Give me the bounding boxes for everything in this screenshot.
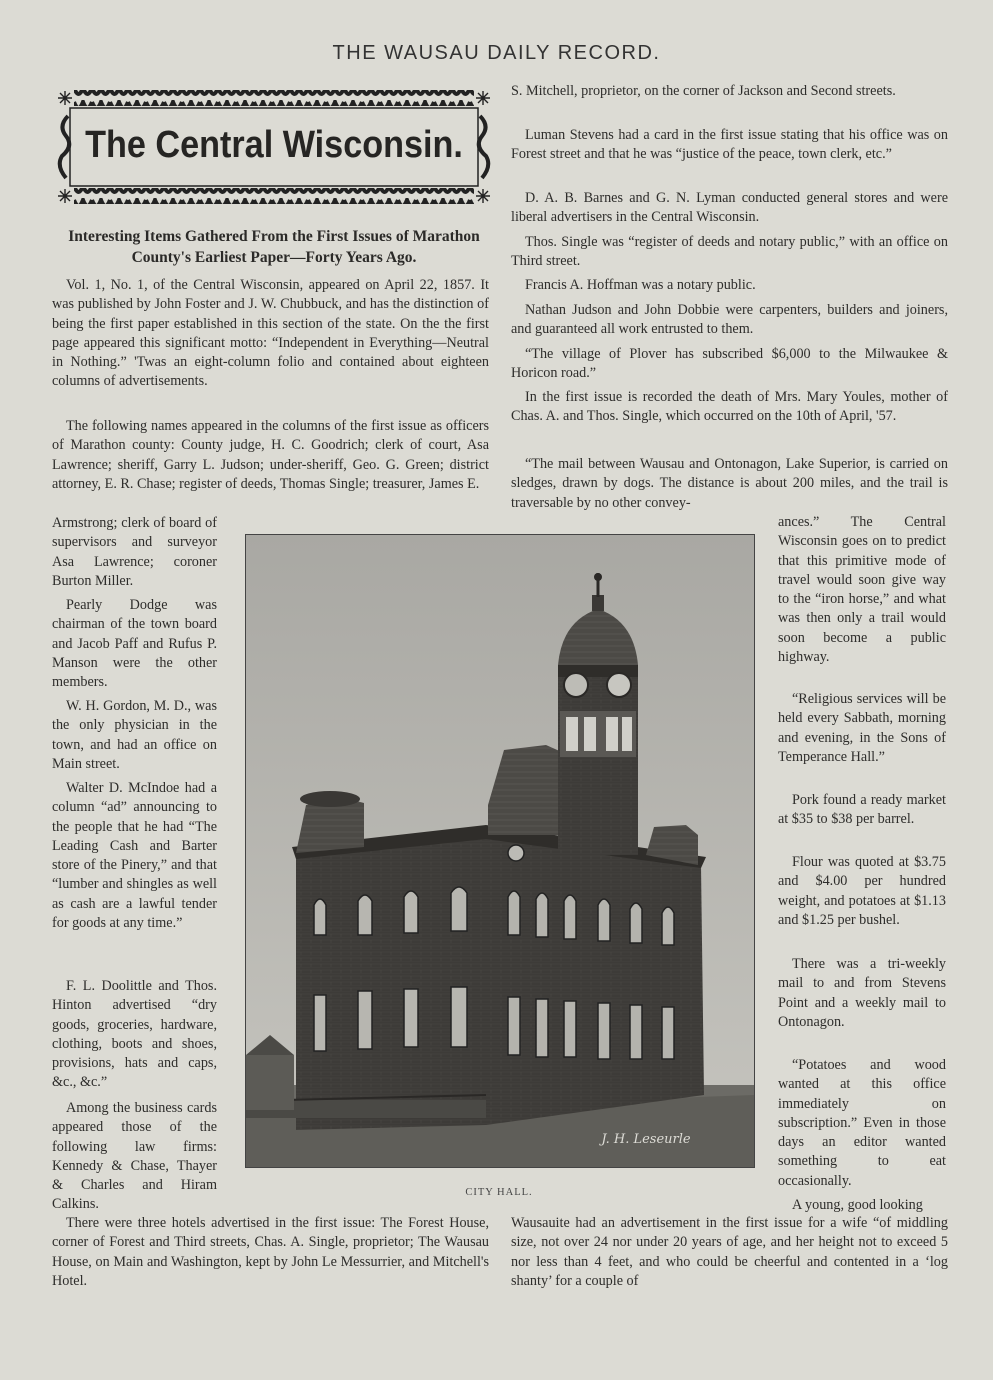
article-title-box — [56, 86, 492, 208]
paragraph-tri-weekly-mail: There was a tri-weekly mail to and from Stevens Point and a weekly mail to Ontonagon. — [778, 956, 946, 1030]
city-hall-illustration — [246, 535, 754, 1167]
paragraph-pork: Pork found a ready market at $35 to $38 per barrel. — [778, 792, 946, 828]
article-title: The Central Wisconsin. — [85, 124, 463, 166]
photographer-signature: J. H. Leseurle — [601, 1132, 691, 1147]
paragraph-town-board: Pearly Dodge was chairman of the town board and Jacob Paff and Rufus P. Manson were the other members. — [52, 597, 217, 691]
paragraph-mail-sledges-cont: ances.” The Central Wisconsin goes on to predict that this primitive mode of travel would soon give way to the “iron horse,” and what was then only a trail would soon become a public highway. — [778, 514, 946, 666]
photo-caption: CITY HALL. — [465, 1187, 533, 1198]
paragraph-youles: In the first issue is recorded the death of Mrs. Mary Youles, mother of Chas. A. and Thos. Single, which occurred on the 10th of April, '57. — [511, 389, 948, 425]
article-subtitle: Interesting Items Gathered From the First Issues of Marathon County's Earliest Paper—Forty Years Ago. — [68, 228, 480, 266]
paragraph-potatoes: “Potatoes and wood wanted at this office immediately on subscription.” Even in those days an editor wanted something to eat occasionally. — [778, 1057, 946, 1189]
paragraph-barnes-lyman: D. A. B. Barnes and G. N. Lyman conducted general stores and were liberal advertisers in the Central Wisconsin. — [511, 190, 948, 226]
city-hall-photo — [245, 534, 755, 1168]
paragraph-hoffman: Francis A. Hoffman was a notary public. — [525, 277, 756, 293]
paragraph-mcindoe: Walter D. McIndoe had a column “ad” announcing to the people that he had “The Leading Cash and Barter store of the Pinery,” and that “lumber and shingles as well as cash are a lawful tender for goods at any time.” — [52, 780, 217, 932]
paragraph-hotels: There were three hotels advertised in the first issue: The Forest House, corner of Forest and Third streets, Chas. A. Single, proprietor; The Wausau House, on Main and Washington, kept by John Le Messurrier, and Mitchell's Hotel. — [52, 1215, 489, 1289]
paragraph-officers: The following names appeared in the columns of the first issue as officers of Marathon county: County judge, H. C. Goodrich; clerk of court, Asa Lawrence; sheriff, Garry L. Judson; under-sheriff, Geo. G. Green; district attorney, E. R. Chase; register of deeds, Thomas Single; treasurer, James E. — [52, 418, 489, 492]
paragraph-mail-sledges: “The mail between Wausau and Ontonagon, Lake Superior, is carried on sledges, drawn by dogs. The distance is about 200 miles, and the trail is traversable by no other convey- — [511, 456, 948, 511]
newspaper-header: THE WAUSAU DAILY RECORD. — [332, 42, 661, 64]
paragraph-stevens: Luman Stevens had a card in the first issue stating that his office was on Forest street and that he was “justice of the peace, town clerk, etc.” — [511, 127, 948, 163]
paragraph-law-firms: Among the business cards appeared those of the following law firms: Kennedy & Chase, Thayer & Charles and Hiram Calkins. — [52, 1100, 217, 1213]
paragraph-flour: Flour was quoted at $3.75 and $4.00 per hundred weight, and potatoes at $1.13 and $1.25 per bushel. — [778, 854, 946, 928]
paragraph-carpenters: Nathan Judson and John Dobbie were carpenters, builders and joiners, and guaranteed all work entrusted to them. — [511, 302, 948, 338]
paragraph-plover: “The village of Plover has subscribed $6,000 to the Milwaukee & Horicon road.” — [511, 346, 948, 382]
paragraph-doolittle: F. L. Doolittle and Thos. Hinton advertised “dry goods, groceries, hardware, clothing, boots and shoes, provisions, hats and caps, &c., &c.” — [52, 978, 217, 1091]
paragraph-good-looking: A young, good looking — [792, 1197, 923, 1213]
paragraph-officers-cont: Armstrong; clerk of board of supervisors and surveyor Asa Lawrence; coroner Burton Miller. — [52, 515, 217, 589]
paragraph-single: Thos. Single was “register of deeds and notary public,” with an office on Third street. — [511, 234, 948, 270]
paragraph-religious: “Religious services will be held every Sabbath, morning and evening, in the Sons of Temperance Hall.” — [778, 691, 946, 765]
paragraph-mitchell: S. Mitchell, proprietor, on the corner of Jackson and Second streets. — [511, 83, 896, 99]
paragraph-volume: Vol. 1, No. 1, of the Central Wisconsin, appeared on April 22, 1857. It was published by John Foster and J. W. Chubbuck, and has the distinction of being the first paper established in this section of the state. On the the first page appeared this significant motto: “Independent in Everything—Neutral in Nothing.” 'Twas an eight-column folio and contained about eighteen columns of advertisements. — [52, 277, 489, 390]
paragraph-physician: W. H. Gordon, M. D., was the only physician in the town, and had an office on Main street. — [52, 698, 217, 772]
paragraph-wife-ad: Wausauite had an advertisement in the first issue for a wife “of middling size, not over 24 nor under 20 years of age, and her height not to exceed 5 nor less than 4 feet, and who could be cheerful and contented in a ‘log shanty’ for a couple of — [511, 1215, 948, 1289]
